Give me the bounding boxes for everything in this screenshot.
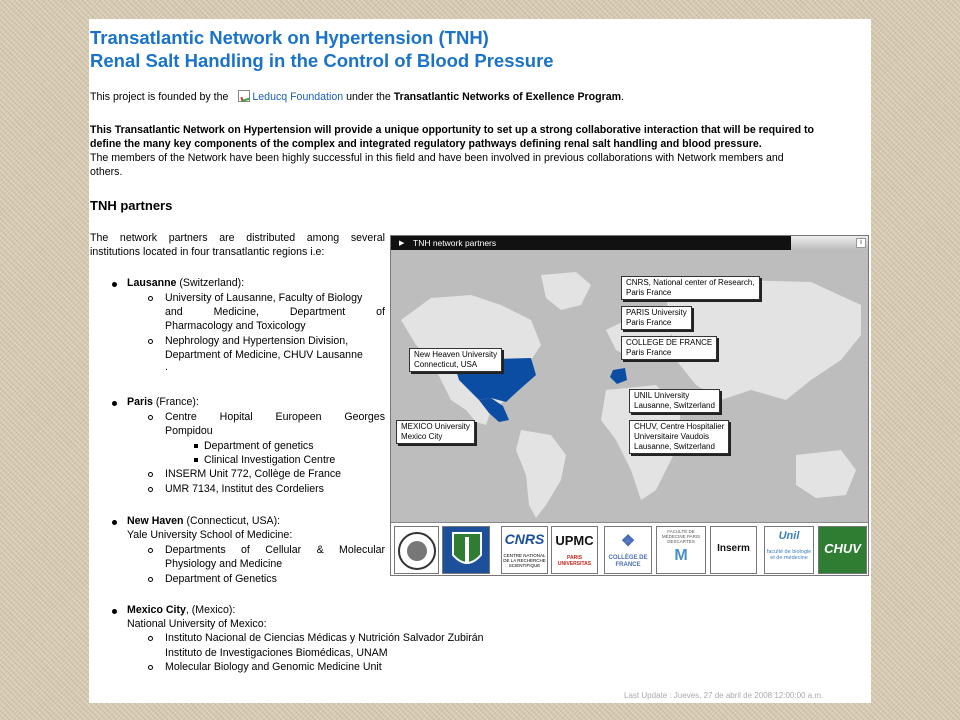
- square-bullet-icon: [194, 444, 198, 448]
- newhaven-genetics: Department of Genetics: [165, 573, 277, 585]
- yale-logo[interactable]: [442, 526, 490, 574]
- unam-seal-icon: [395, 527, 439, 574]
- lausanne-item-2c: .: [165, 361, 168, 373]
- newhaven-school: Yale University School of Medicine:: [127, 529, 293, 541]
- world-map[interactable]: [391, 250, 869, 522]
- bullet-icon: [112, 282, 117, 287]
- founded-line: This project is founded by the Leducq Foundation under the Transatlantic Networks of Exellence Program.: [90, 91, 624, 103]
- lausanne-item-1b: and Medicine, Department of: [165, 306, 385, 318]
- circle-bullet-icon: [148, 339, 153, 344]
- newhaven-dept-2: Physiology and Medicine: [165, 558, 283, 570]
- paris-sub-cic: Clinical Investigation Centre: [204, 454, 336, 466]
- callout-college-de-france[interactable]: COLLEGE DE FRANCE Paris France: [621, 336, 717, 360]
- mexico-unit: Molecular Biology and Genomic Medicine Unit: [165, 661, 382, 673]
- lausanne-item-2a: Nephrology and Hypertension Division,: [165, 335, 349, 347]
- region-newhaven: New Haven (Connecticut, USA):: [127, 515, 281, 527]
- callout-paris-university[interactable]: PARIS University Paris France: [621, 306, 692, 330]
- callout-unil[interactable]: UNIL University Lausanne, Switzerland: [629, 389, 720, 413]
- collab-line-1: This Transatlantic Network on Hypertension will provide a unique opportunity to set up a strong collaborative interaction that will be required to: [90, 124, 814, 136]
- callout-new-heaven[interactable]: New Heaven University Connecticut, USA: [409, 348, 502, 372]
- partner-logos-strip: [391, 522, 869, 576]
- newhaven-dept-1: Departments of Cellular & Molecular: [165, 544, 385, 556]
- page-subtitle: Renal Salt Handling in the Control of Blood Pressure: [90, 50, 554, 71]
- circle-bullet-icon: [148, 577, 153, 582]
- unam-logo[interactable]: [394, 526, 439, 574]
- paris-centre-2: Pompidou: [165, 425, 213, 437]
- region-lausanne: Lausanne (Switzerland):: [127, 277, 245, 289]
- leducq-foundation-link[interactable]: Leducq Foundation: [252, 91, 344, 103]
- chuv-logo[interactable]: CHUV: [818, 526, 867, 574]
- page-title: Transatlantic Network on Hypertension (TNH): [90, 27, 489, 48]
- lausanne-item-2b: Department of Medicine, CHUV Lausanne: [165, 349, 363, 361]
- collab-line-2: define the many key components of the complex and integrated regulatory pathways defining renal salt handling and blood pressure.: [90, 138, 762, 150]
- lausanne-item-1c: Pharmacology and Toxicology: [165, 320, 306, 332]
- callout-cnrs[interactable]: CNRS, National center of Research, Paris France: [621, 276, 760, 300]
- members-line-2: others.: [90, 166, 123, 178]
- circle-bullet-icon: [148, 548, 153, 553]
- circle-bullet-icon: [148, 487, 153, 492]
- partners-heading: TNH partners: [90, 198, 173, 213]
- circle-bullet-icon: [148, 415, 153, 420]
- last-update-footer: Last Update : Jueves, 27 de abril de 2008 12:00:00 a.m.: [624, 691, 824, 700]
- yale-shield-icon: [443, 527, 490, 574]
- partners-intro: The network partners are distributed among several institutions located in four transatlantic regions i.e:: [90, 232, 385, 258]
- cnrs-logo[interactable]: CNRS CENTRE NATIONAL DE LA RECHERCHE SCIENTIFIQUE: [501, 526, 548, 574]
- lausanne-item-1a: University of Lausanne, Faculty of Biology: [165, 292, 363, 304]
- members-line-1: The members of the Network have been highly successful in this field and have been involved in previous collaborations with Network members and: [90, 152, 784, 164]
- paris-umr: UMR 7134, Institut des Cordeliers: [165, 483, 324, 495]
- content-page: [89, 19, 871, 703]
- circle-bullet-icon: [148, 472, 153, 477]
- mexico-inst-2: Instituto de Investigaciones Biomédicas, UNAM: [165, 647, 388, 659]
- broken-image-icon: [238, 90, 250, 102]
- map-header: [391, 236, 869, 250]
- info-icon[interactable]: i: [856, 238, 866, 248]
- circle-bullet-icon: [148, 296, 153, 301]
- map-header-title: TNH network partners: [413, 238, 497, 248]
- paris-inserm: INSERM Unit 772, Collège de France: [165, 468, 342, 480]
- upmc-logo[interactable]: UPMC PARIS UNIVERSITAS: [551, 526, 598, 574]
- paris-centre-1: Centre Hopital Europeen Georges: [165, 411, 385, 423]
- bullet-icon: [112, 401, 117, 406]
- mexico-inst-1: Instituto Nacional de Ciencias Médicas y Nutrición Salvador Zubirán: [165, 632, 484, 644]
- callout-mexico[interactable]: MEXICO University Mexico City: [396, 420, 475, 444]
- college-de-france-logo[interactable]: ❖ COLLÈGE DE FRANCE: [604, 526, 652, 574]
- faculte-medecine-logo[interactable]: FACULTÉ DE MÉDECINE PARIS DESCARTES M: [656, 526, 706, 574]
- unil-logo[interactable]: Unil faculté de biologie et de médecine: [764, 526, 814, 574]
- circle-bullet-icon: [148, 665, 153, 670]
- inserm-logo[interactable]: Inserm: [710, 526, 757, 574]
- play-arrow-icon[interactable]: ▶: [399, 240, 405, 247]
- square-bullet-icon: [194, 458, 198, 462]
- callout-chuv[interactable]: CHUV, Centre Hospitalier Universitaire Vaudois Lausanne, Switzerland: [629, 420, 729, 454]
- paris-sub-genetics: Department of genetics: [204, 440, 314, 452]
- region-mexico: Mexico City, (Mexico):: [127, 604, 236, 616]
- bullet-icon: [112, 520, 117, 525]
- mexico-univ: National University of Mexico:: [127, 618, 267, 630]
- tnh-map-widget[interactable]: [390, 235, 869, 576]
- region-paris: Paris (France):: [127, 396, 199, 408]
- circle-bullet-icon: [148, 636, 153, 641]
- bullet-icon: [112, 609, 117, 614]
